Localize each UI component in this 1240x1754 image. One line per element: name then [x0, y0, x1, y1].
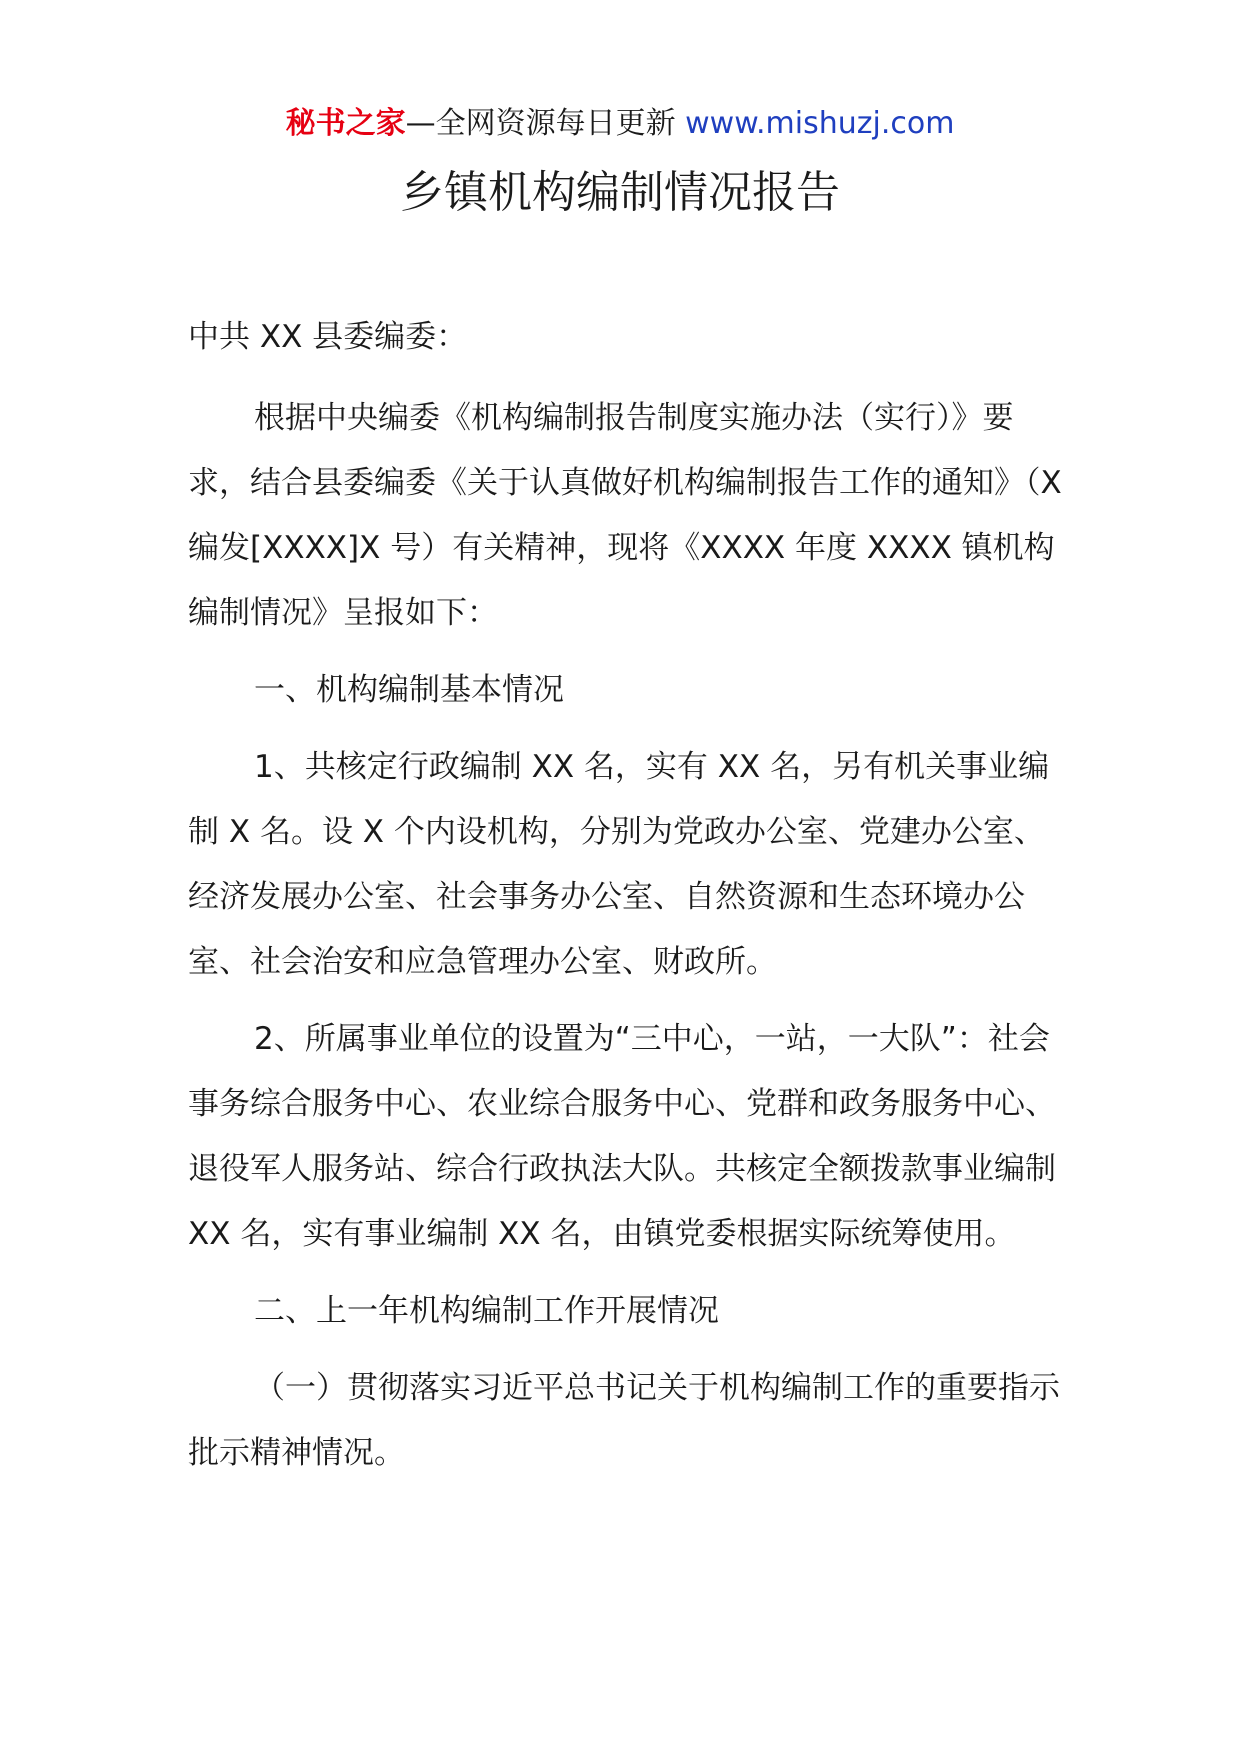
intro-paragraph: 根据中央编委《机构编制报告制度实施办法（实行）》要求，结合县委编委《关于认真做好机构编制报告工作的通知》（X 编发[XXXX]X 号）有关精神，现将《XXXX 年度 XXXX 镇机构编制情况》呈报如下： — [188, 400, 1062, 631]
subsection-heading-1: （一）贯彻落实习近平总书记关于机构编制工作的重要指示批示精神情况。 — [188, 1370, 1060, 1471]
header-tagline: —全网资源每日更新 — [405, 106, 686, 141]
section-heading-2: 二、上一年机构编制工作开展情况 — [254, 1293, 719, 1329]
salutation: 中共 XX 县委编委： — [188, 319, 468, 355]
section-heading-1: 一、机构编制基本情况 — [254, 672, 564, 708]
brand-name: 秘书之家 — [285, 106, 406, 141]
paragraph-item-2: 2、所属事业单位的设置为“三中心，一站，一大队”：社会事务综合服务中心、农业综合服务中心、党群和政务服务中心、退役军人服务站、综合行政执法大队。共核定全额拨款事业编制 XX 名，实有事业编制 XX 名，由镇党委根据实际统筹使用。 — [188, 1021, 1056, 1252]
document-body — [188, 305, 1068, 1498]
paragraph-item-1: 1、共核定行政编制 XX 名，实有 XX 名，另有机关事业编制 X 名。设 X 个内设机构，分别为党政办公室、党建办公室、经济发展办公室、社会事务办公室、自然资源和生态环境办公室、社会治安和应急管理办公室、财政所。 — [188, 749, 1050, 980]
header-banner — [0, 100, 1240, 148]
document-title: 乡镇机构编制情况报告 — [400, 167, 840, 218]
site-url-link[interactable]: www.mishuzj.com — [685, 106, 955, 141]
